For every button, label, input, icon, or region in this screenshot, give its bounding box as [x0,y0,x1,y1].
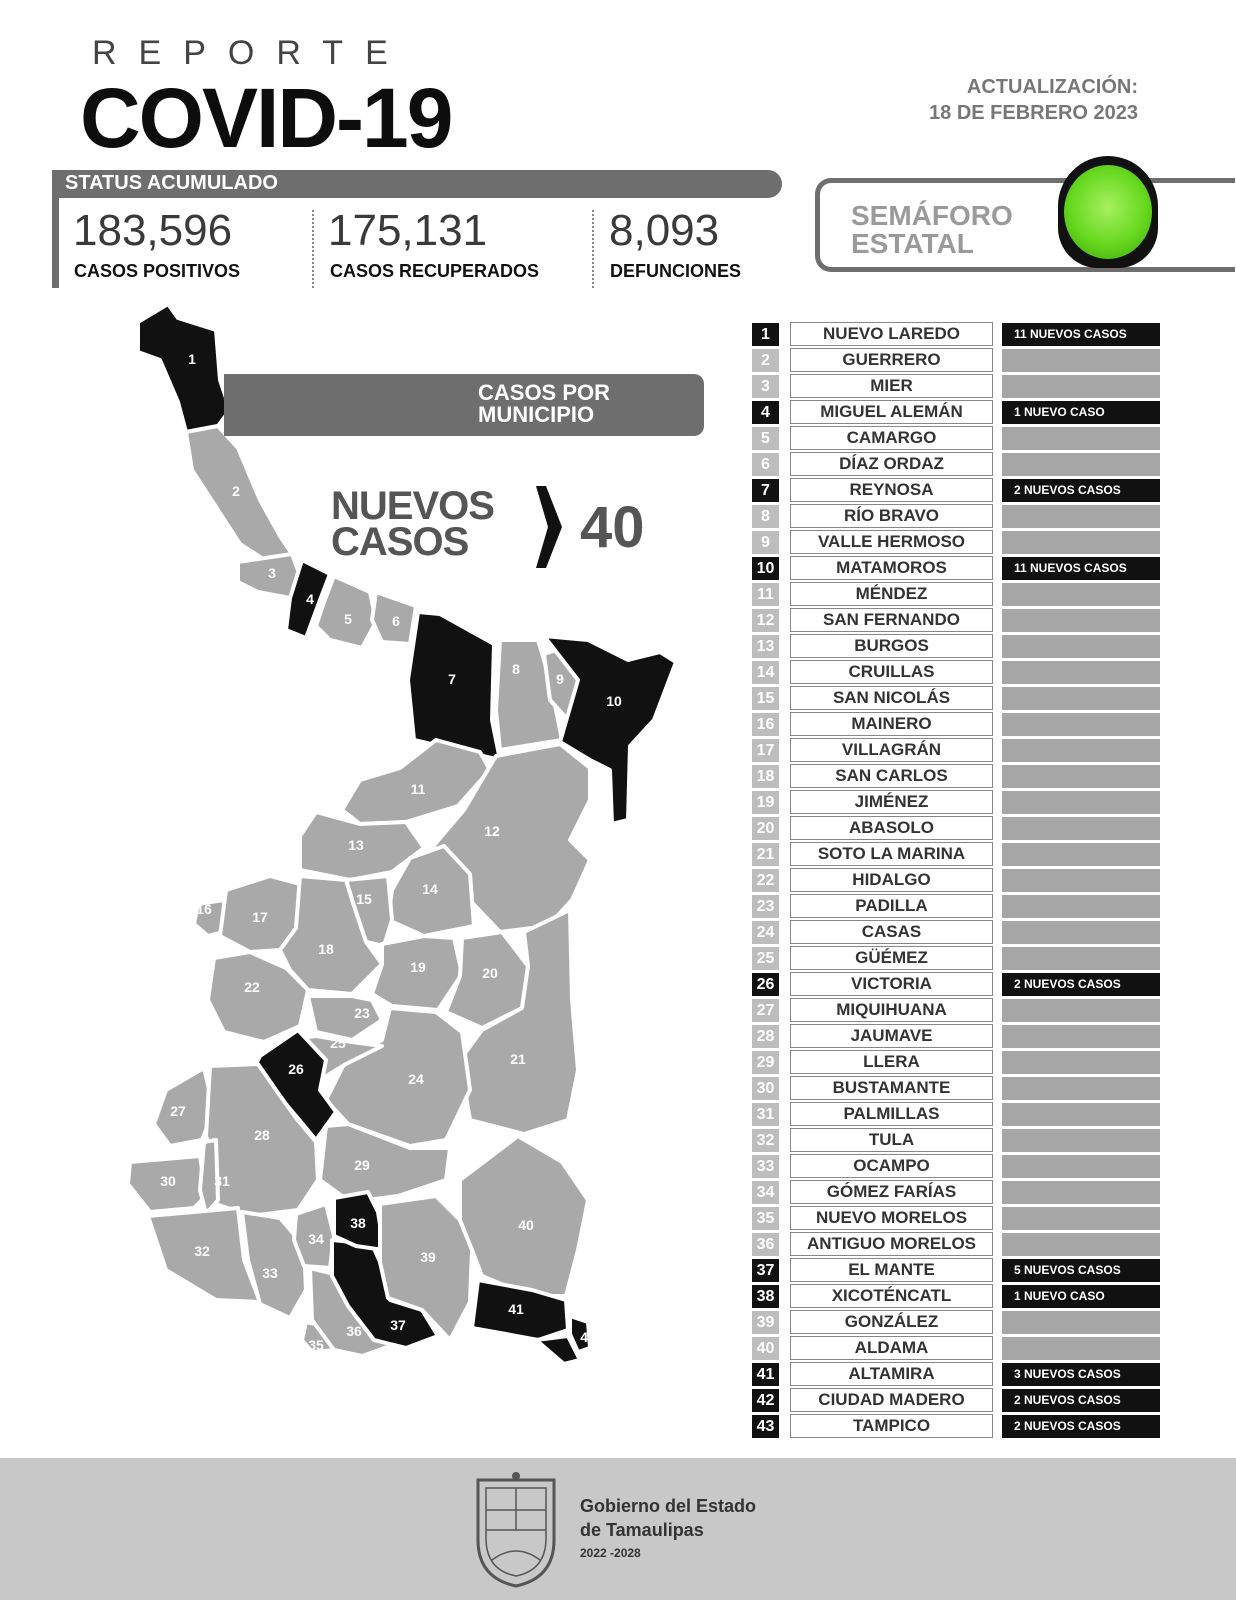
municipality-number: 35 [752,1207,779,1230]
municipality-number: 25 [752,947,779,970]
municipality-name: SAN NICOLÁS [790,686,993,710]
municipality-new-cases [1002,843,1160,866]
municipality-new-cases [1002,1077,1160,1100]
casos-label-line2: MUNICIPIO [478,402,595,427]
municipality-number: 19 [752,791,779,814]
municipality-name: CASAS [790,920,993,944]
map-label-34: 34 [308,1231,324,1247]
municipality-name: BURGOS [790,634,993,658]
municipality-number: 15 [752,687,779,710]
map-label-37: 37 [390,1317,406,1333]
map-label-15: 15 [356,891,372,907]
municipality-new-cases: 11 NUEVOS CASOS [1002,323,1160,346]
municipality-name: MAINERO [790,712,993,736]
municipality-name: BUSTAMANTE [790,1076,993,1100]
map-label-41: 41 [508,1301,524,1317]
municipality-name: CIUDAD MADERO [790,1388,993,1412]
positive-cases-label: CASOS POSITIVOS [74,261,241,281]
municipality-name: CRUILLAS [790,660,993,684]
municipality-new-cases [1002,1051,1160,1074]
municipality-new-cases [1002,791,1160,814]
municipality-name: SAN FERNANDO [790,608,993,632]
municipality-map [120,300,700,1400]
positive-cases-value: 183,596 [73,206,233,255]
municipality-number: 32 [752,1129,779,1152]
municipality-new-cases [1002,1181,1160,1204]
municipality-name: GONZÁLEZ [790,1310,993,1334]
municipality-new-cases: 1 NUEVO CASO [1002,1285,1160,1308]
footer-government-name [580,1494,756,1542]
municipality-name: VICTORIA [790,972,993,996]
municipality-new-cases [1002,1337,1160,1360]
municipality-name: XICOTÉNCATL [790,1284,993,1308]
municipality-number: 8 [752,505,779,528]
municipality-number: 30 [752,1077,779,1100]
municipality-name: MÉNDEZ [790,582,993,606]
stat-divider [312,210,314,288]
municipality-number: 36 [752,1233,779,1256]
municipality-new-cases [1002,1207,1160,1230]
municipality-name: DÍAZ ORDAZ [790,452,993,476]
map-label-31: 31 [214,1173,230,1189]
casos-por-municipio-label [478,382,610,426]
state-seal-icon [470,1470,562,1590]
map-label-21: 21 [510,1051,526,1067]
map-label-14: 14 [422,881,438,897]
map-label-28: 28 [254,1127,270,1143]
municipality-name: NUEVO MORELOS [790,1206,993,1230]
map-label-43: 43 [540,1355,556,1371]
footer-line2: de Tamaulipas [580,1520,704,1540]
municipality-name: MIER [790,374,993,398]
municipality-number: 22 [752,869,779,892]
map-label-6: 6 [392,613,400,629]
map-label-22: 22 [244,979,260,995]
map-label-2: 2 [232,483,240,499]
municipality-number: 40 [752,1337,779,1360]
municipality-number: 37 [752,1259,779,1282]
map-label-10: 10 [606,693,622,709]
map-label-40: 40 [518,1217,534,1233]
map-region-23 [308,996,382,1040]
municipality-new-cases [1002,661,1160,684]
municipality-new-cases [1002,635,1160,658]
map-label-25: 25 [330,1035,346,1051]
municipality-name: HIDALGO [790,868,993,892]
municipality-name: VILLAGRÁN [790,738,993,762]
municipality-name: ALDAMA [790,1336,993,1360]
municipality-number: 27 [752,999,779,1022]
map-label-27: 27 [170,1103,186,1119]
status-label: STATUS ACUMULADO [65,172,278,194]
municipality-new-cases [1002,869,1160,892]
municipality-name: GÓMEZ FARÍAS [790,1180,993,1204]
municipality-number: 23 [752,895,779,918]
municipality-number: 2 [752,349,779,372]
municipality-number: 43 [752,1415,779,1438]
municipality-new-cases: 2 NUEVOS CASOS [1002,1389,1160,1412]
map-label-17: 17 [252,909,268,925]
municipality-new-cases: 2 NUEVOS CASOS [1002,1415,1160,1438]
municipality-number: 41 [752,1363,779,1386]
municipality-number: 14 [752,661,779,684]
map-label-13: 13 [348,837,364,853]
update-date: 18 DE FEBRERO 2023 [929,102,1138,124]
municipality-name: TAMPICO [790,1414,993,1438]
municipality-number: 24 [752,921,779,944]
municipality-new-cases: 11 NUEVOS CASOS [1002,557,1160,580]
map-region-1 [138,304,230,432]
map-label-19: 19 [410,959,426,975]
map-label-42: 42 [580,1329,596,1345]
recovered-cases-label: CASOS RECUPERADOS [330,261,540,281]
municipality-number: 16 [752,713,779,736]
footer-years: 2022 -2028 [580,1546,641,1560]
municipality-new-cases [1002,1129,1160,1152]
casos-label-line1: CASOS POR [478,380,611,405]
municipality-number: 34 [752,1181,779,1204]
map-label-33: 33 [262,1265,278,1281]
municipality-new-cases [1002,1155,1160,1178]
municipality-number: 17 [752,739,779,762]
map-label-24: 24 [408,1071,424,1087]
map-label-16: 16 [196,901,212,917]
map-label-30: 30 [160,1173,176,1189]
report-label: REPORTE [92,34,410,72]
stat-divider [592,210,594,288]
municipality-name: GÜÉMEZ [790,946,993,970]
semaforo-label-line1: SEMÁFORO [851,200,1013,231]
municipality-name: EL MANTE [790,1258,993,1282]
update-info [929,74,1138,126]
municipality-name: ALTAMIRA [790,1362,993,1386]
update-label: ACTUALIZACIÓN: [966,76,1138,98]
municipality-number: 31 [752,1103,779,1126]
map-label-23: 23 [354,1005,370,1021]
municipality-name: CAMARGO [790,426,993,450]
municipality-number: 1 [752,323,779,346]
municipality-name: SOTO LA MARINA [790,842,993,866]
deaths-value: 8,093 [609,206,720,255]
map-label-36: 36 [346,1323,362,1339]
municipality-name: ABASOLO [790,816,993,840]
municipality-new-cases [1002,999,1160,1022]
municipality-new-cases [1002,687,1160,710]
map-label-20: 20 [482,965,498,981]
municipality-new-cases [1002,1103,1160,1126]
municipality-new-cases [1002,739,1160,762]
map-label-35: 35 [308,1337,324,1353]
new-cases-label-line1: NUEVOS [331,484,494,528]
municipality-name: JAUMAVE [790,1024,993,1048]
map-label-11: 11 [410,781,426,797]
municipality-new-cases [1002,1311,1160,1334]
map-label-8: 8 [512,661,520,677]
map-label-12: 12 [484,823,500,839]
municipality-new-cases: 2 NUEVOS CASOS [1002,479,1160,502]
footer-line1: Gobierno del Estado [580,1496,757,1516]
map-label-39: 39 [420,1249,436,1265]
map-label-26: 26 [288,1061,304,1077]
municipality-number: 18 [752,765,779,788]
municipality-name: OCAMPO [790,1154,993,1178]
municipality-number: 3 [752,375,779,398]
municipality-name: NUEVO LAREDO [790,322,993,346]
map-label-9: 9 [556,671,564,687]
municipality-name: MIGUEL ALEMÁN [790,400,993,424]
municipality-number: 20 [752,817,779,840]
new-cases-label-line2: CASOS [331,520,469,564]
map-label-3: 3 [268,565,276,581]
map-label-5: 5 [344,611,352,627]
municipality-number: 29 [752,1051,779,1074]
municipality-number: 26 [752,973,779,996]
municipality-number: 10 [752,557,779,580]
municipality-new-cases [1002,1025,1160,1048]
municipality-number: 28 [752,1025,779,1048]
municipality-new-cases: 3 NUEVOS CASOS [1002,1363,1160,1386]
municipality-new-cases [1002,765,1160,788]
municipality-number: 21 [752,843,779,866]
municipality-name: PALMILLAS [790,1102,993,1126]
municipality-new-cases [1002,349,1160,372]
municipality-name: SAN CARLOS [790,764,993,788]
map-region-40 [460,1136,588,1296]
new-cases-label [331,484,494,564]
municipality-name: GUERRERO [790,348,993,372]
deaths-label: DEFUNCIONES [610,261,742,281]
municipality-number: 9 [752,531,779,554]
municipality-name: MATAMOROS [790,556,993,580]
municipality-name: VALLE HERMOSO [790,530,993,554]
municipality-new-cases [1002,921,1160,944]
chevron-right-icon [536,486,562,568]
municipality-number: 33 [752,1155,779,1178]
municipality-new-cases [1002,817,1160,840]
municipality-name: ANTIGUO MORELOS [790,1232,993,1256]
municipality-number: 4 [752,401,779,424]
municipality-number: 39 [752,1311,779,1334]
semaforo-label [851,202,1013,258]
municipality-number: 6 [752,453,779,476]
municipality-new-cases [1002,375,1160,398]
municipality-new-cases [1002,505,1160,528]
semaforo-label-line2: ESTATAL [851,228,974,259]
municipality-number: 11 [752,583,779,606]
municipality-number: 12 [752,609,779,632]
map-label-1: 1 [188,351,196,367]
municipality-new-cases [1002,453,1160,476]
new-cases-value: 40 [580,495,645,560]
municipality-name: MIQUIHUANA [790,998,993,1022]
municipality-new-cases [1002,947,1160,970]
municipality-number: 7 [752,479,779,502]
municipality-name: RÍO BRAVO [790,504,993,528]
municipality-number: 13 [752,635,779,658]
municipality-number: 38 [752,1285,779,1308]
municipality-name: LLERA [790,1050,993,1074]
map-label-38: 38 [350,1215,366,1231]
recovered-cases-value: 175,131 [328,206,488,255]
municipality-name: REYNOSA [790,478,993,502]
municipality-new-cases [1002,609,1160,632]
municipality-new-cases [1002,531,1160,554]
municipality-new-cases [1002,895,1160,918]
traffic-light-green-icon [1064,165,1152,259]
municipality-number: 5 [752,427,779,450]
municipality-new-cases [1002,427,1160,450]
municipality-new-cases [1002,583,1160,606]
municipality-new-cases: 2 NUEVOS CASOS [1002,973,1160,996]
municipality-name: PADILLA [790,894,993,918]
map-label-32: 32 [194,1243,210,1259]
map-label-29: 29 [354,1157,370,1173]
municipality-new-cases: 5 NUEVOS CASOS [1002,1259,1160,1282]
municipality-name: JIMÉNEZ [790,790,993,814]
municipality-number: 42 [752,1389,779,1412]
municipality-name: TULA [790,1128,993,1152]
map-label-4: 4 [306,591,314,607]
map-label-18: 18 [318,941,334,957]
municipality-new-cases [1002,1233,1160,1256]
page-title: COVID-19 [80,71,452,165]
municipality-new-cases [1002,713,1160,736]
municipality-new-cases: 1 NUEVO CASO [1002,401,1160,424]
map-label-7: 7 [448,671,456,687]
casos-por-municipio-bar [224,374,704,436]
